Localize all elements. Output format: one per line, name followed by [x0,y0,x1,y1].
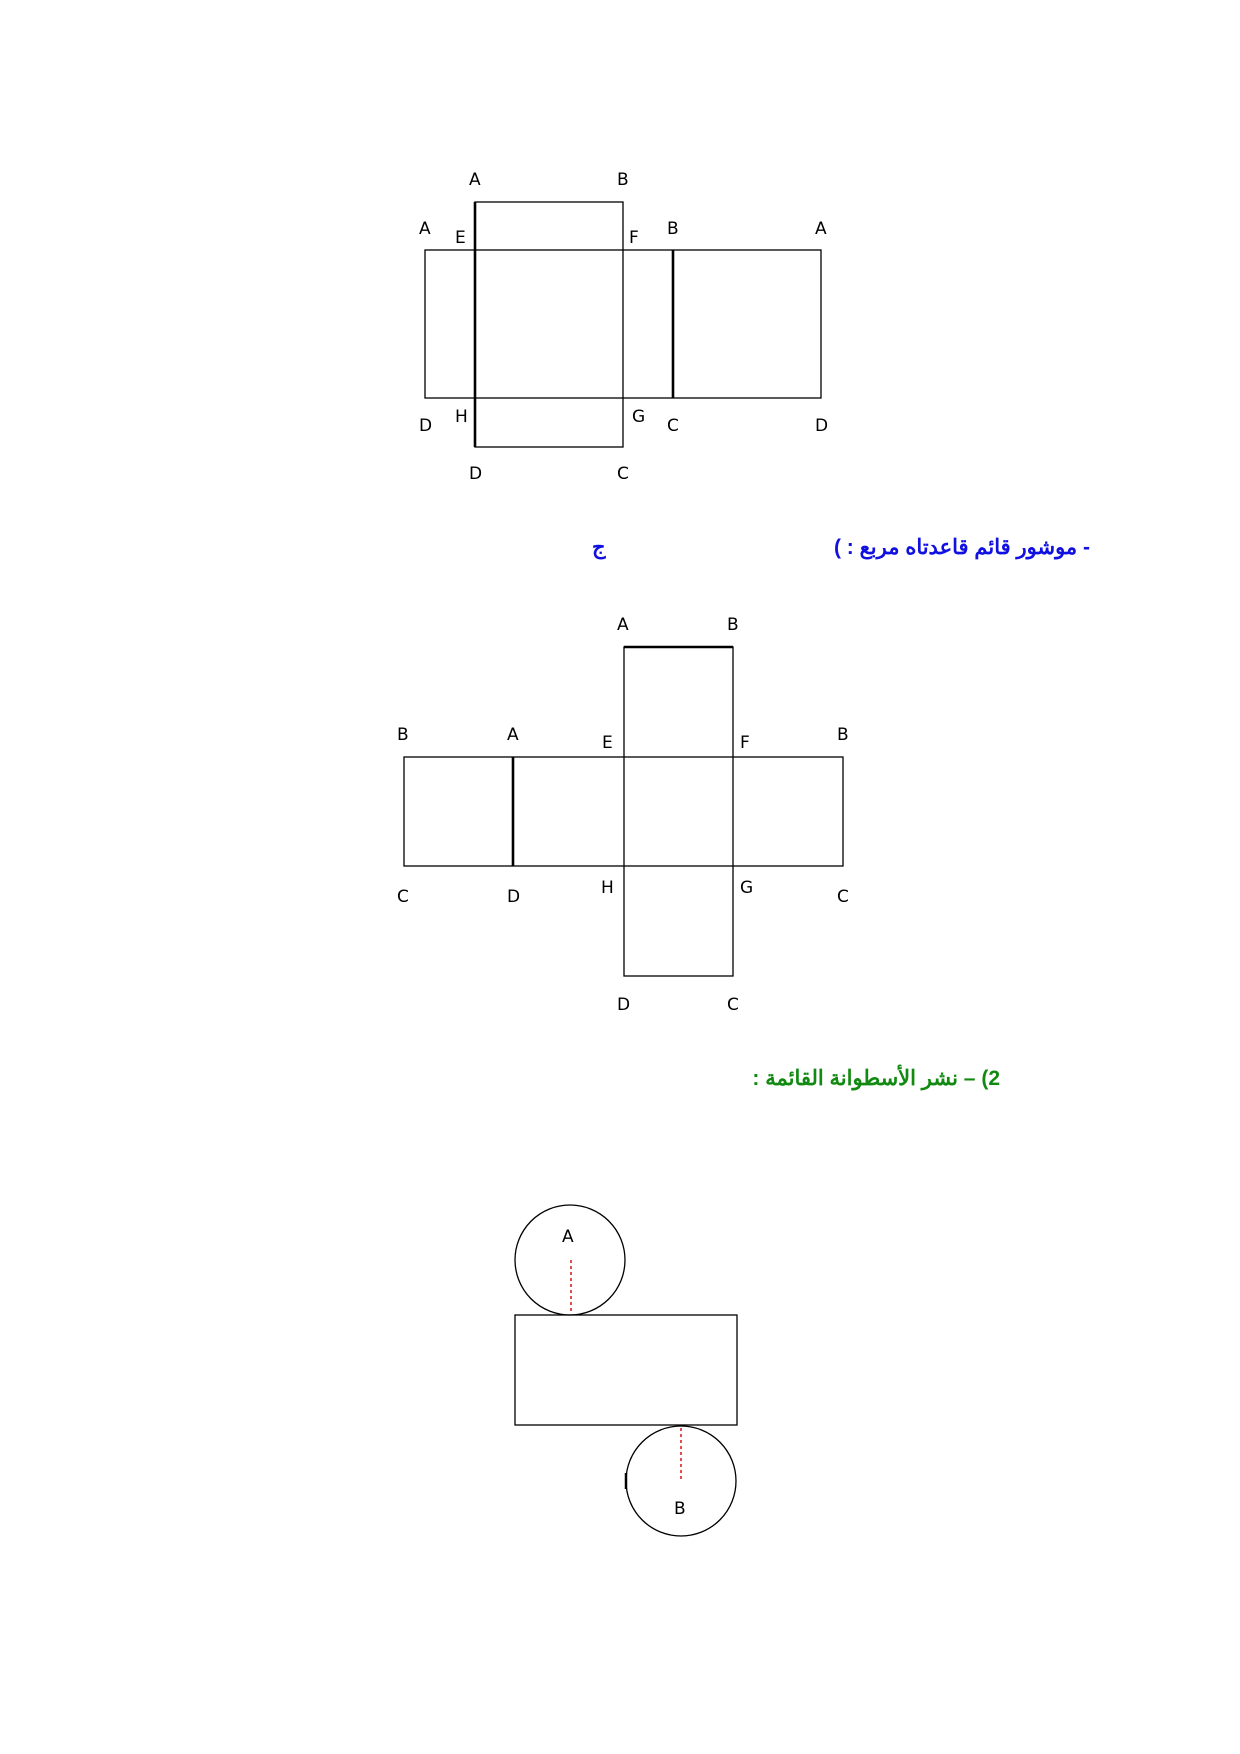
heading-cylinder-text: 2) – نشر الأسطوانة القائمة : [752,1067,1000,1090]
net2-label-bottom-c: C [727,995,739,1015]
net2-label-top-b: B [727,615,739,635]
net2-vertical-strip [624,647,733,976]
heading-cylinder [752,1066,1000,1091]
prism-net-1 [419,170,828,484]
net1-label-right-d: D [815,416,829,436]
net2-label-left-b: B [397,725,409,745]
net1-label-bottom-c: C [617,464,629,484]
cylinder-label-b: B [674,1499,686,1519]
net2-label-mid-d: D [507,887,521,907]
net1-label-left-d: D [419,416,433,436]
net2-label-bottom-d: D [617,995,631,1015]
net1-label-left-a: A [419,219,431,239]
net2-label-e: E [602,733,613,753]
net2-label-h: H [601,878,614,898]
net2-label-mid-a: A [507,725,519,745]
net2-label-f: F [740,733,750,753]
net2-label-left-c: C [397,887,409,907]
net1-label-f: F [629,228,639,248]
net1-label-top-b: B [617,170,629,190]
net1-label-g: G [632,407,646,427]
net2-label-top-a: A [617,615,629,635]
net1-label-h: H [455,407,468,427]
net1-label-right-a: A [815,219,827,239]
net1-label-top-a: A [469,170,481,190]
net1-label-mid-c: C [667,416,679,436]
heading-square-prism [834,535,1090,560]
net1-label-e: E [455,228,466,248]
prism-net-2 [397,615,849,1015]
heading-square-prism-text: - موشور قائم قاعدتاه مربع : ) [833,536,1090,559]
cylinder-lateral-rectangle [515,1315,737,1425]
net2-label-right-b: B [837,725,849,745]
net2-label-right-c: C [837,887,849,907]
cylinder-top-circle [515,1205,625,1315]
cylinder-net [515,1205,737,1536]
heading-square-prism-suffix: ج [592,536,606,559]
cylinder-label-a: A [562,1227,574,1247]
net1-label-bottom-d: D [469,464,483,484]
net2-label-g: G [740,878,754,898]
net1-vertical-strip [475,202,623,447]
net1-label-right-b: B [667,219,679,239]
